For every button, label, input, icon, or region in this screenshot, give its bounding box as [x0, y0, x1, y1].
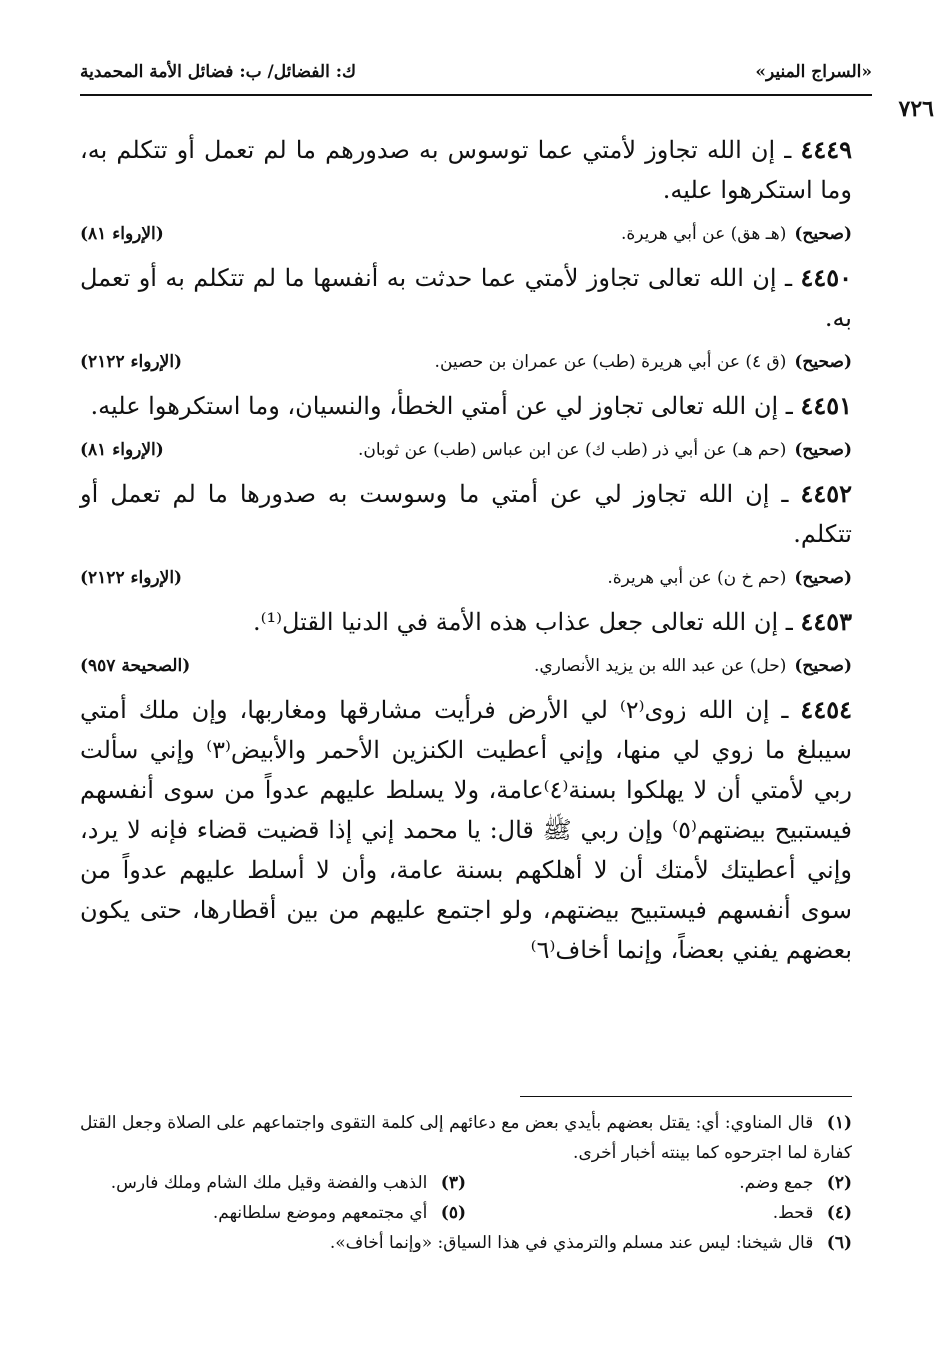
hadith-number: ٤٤٥٣ — [800, 607, 852, 636]
footnote-row — [80, 1168, 852, 1198]
source-line — [80, 224, 852, 244]
hadith-4451 — [80, 386, 852, 460]
reference: (الإرواء ٢١٢٢) — [80, 352, 183, 372]
grade: (صحيح) — [794, 440, 852, 460]
grade: (صحيح) — [794, 224, 852, 244]
footnote-marker: (١) — [826, 1113, 852, 1133]
footnote-text: جمع وضم. — [739, 1173, 814, 1193]
source: (حم هـ) عن أبي ذر (طب ك) عن ابن عباس (طب) عن ثوبان. — [357, 440, 787, 460]
running-header — [80, 58, 872, 98]
hadith-number: ٤٤٤٩ — [800, 135, 852, 164]
chapter-title: ك: الفضائل/ ب: فضائل الأمة المحمدية — [80, 62, 356, 82]
hadith-text: ـ إن الله تعالى تجاوز لأمتي عما حدثت به أنفسها ما لم تتكلم به أو تعمل به. — [80, 264, 852, 332]
hadith-body — [80, 130, 852, 970]
reference: (الإرواء ٨١) — [80, 224, 164, 244]
hadith-4450 — [80, 258, 852, 372]
footnote-2 — [466, 1168, 852, 1198]
hadith-text: ـ إن الله تعالى جعل عذاب هذه الأمة في الدنيا القتل⁽¹⁾. — [252, 608, 793, 636]
source: (ق ٤) عن أبي هريرة (طب) عن عمران بن حصين. — [434, 352, 787, 372]
source: (حل) عن عبد الله بن يزيد الأنصاري. — [533, 656, 787, 676]
hadith-number: ٤٤٥٤ — [800, 695, 852, 724]
footnote-3 — [80, 1168, 466, 1198]
footnote-rule — [520, 1096, 852, 1097]
hadith-number: ٤٤٥٠ — [800, 263, 852, 292]
source-line — [80, 352, 852, 372]
hadith-text: ـ إن الله زوى⁽٢⁾ لي الأرض فرأيت مشارقها ومغاربها، وإن ملك أمتي سيبلغ ما زوي لي منها، وإني أعطيت الكنزين الأحمر والأبيض⁽٣⁾ وإني سألت ربي لأمتي أن لا يهلكوا بسنة⁽٤⁾عامة، ولا يسلط عليهم عدواً من سوى أنفسهم فيستبيح بيضتهم⁽٥⁾ وإن ربي ﷺ قال: يا محمد إني إذا قضيت قضاء فإنه لا يرد، وإني أعطيتك لأمتك أن لا أهلكهم بسنة عامة، وأن لا أسلط عليهم عدواً من سوى أنفسهم فيستبيح بيضتهم، ولو اجتمع عليهم من بين أقطارها، حتى يكون بعضهم يفني بعضاً، وإنما أخاف⁽٦⁾ — [80, 696, 852, 964]
footnote-6 — [80, 1228, 852, 1258]
footnote-text: أي مجتمعهم وموضع سلطانهم. — [212, 1203, 428, 1223]
reference: (الإرواء ٨١) — [80, 440, 164, 460]
header-rule — [80, 94, 872, 96]
source: (هـ هق) عن أبي هريرة. — [620, 224, 787, 244]
footnote-marker: (٢) — [826, 1173, 852, 1193]
reference: (الصحيحة ٩٥٧) — [80, 656, 191, 676]
hadith-4452 — [80, 474, 852, 588]
footnote-text: الذهب والفضة وقيل ملك الشام وملك فارس. — [110, 1173, 428, 1193]
source-line — [80, 568, 852, 588]
footnote-4 — [466, 1198, 852, 1228]
hadith-number: ٤٤٥١ — [800, 391, 852, 420]
reference: (الإرواء ٢١٢٢) — [80, 568, 183, 588]
hadith-number: ٤٤٥٢ — [800, 479, 852, 508]
hadith-text: ـ إن الله تعالى تجاوز لي عن أمتي الخطأ، والنسيان، وما استكرهوا عليه. — [90, 392, 793, 420]
grade: (صحيح) — [794, 656, 852, 676]
footnote-marker: (٤) — [826, 1203, 852, 1223]
footnote-text: قال شيخنا: ليس عند مسلم والترمذي في هذا السياق: «وإنما أخاف». — [329, 1233, 814, 1253]
hadith-4449 — [80, 130, 852, 244]
book-title: «السراج المنير» — [755, 62, 872, 82]
grade: (صحيح) — [794, 352, 852, 372]
hadith-text: ـ إن الله تجاوز لأمتي عما توسوس به صدورهم ما لم تعمل أو تتكلم به، وما استكرهوا عليه. — [80, 136, 852, 204]
footnote-5 — [80, 1198, 466, 1228]
footnote-row — [80, 1198, 852, 1228]
source-line — [80, 440, 852, 460]
grade: (صحيح) — [794, 568, 852, 588]
page-number: ٧٢٦ — [898, 96, 934, 122]
footnote-marker: (٥) — [440, 1203, 466, 1223]
footnotes — [80, 1108, 852, 1258]
footnote-text: قال المناوي: أي: يقتل بعضهم بأيدي بعض مع دعائهم إلى كلمة التقوى واجتماعهم على الصلاة وجعل القتل كفارة لما اجترحوه كما بينته أخبار أخرى. — [80, 1113, 852, 1163]
footnote-1 — [80, 1108, 852, 1168]
hadith-4454 — [80, 690, 852, 970]
hadith-4453 — [80, 602, 852, 676]
footnote-marker: (٦) — [826, 1233, 852, 1253]
source-line — [80, 656, 852, 676]
footnote-marker: (٣) — [440, 1173, 466, 1193]
source: (حم خ ن) عن أبي هريرة. — [607, 568, 787, 588]
hadith-text: ـ إن الله تجاوز لي عن أمتي ما وسوست به صدورها ما لم تعمل أو تتكلم. — [80, 480, 852, 548]
footnote-text: قحط. — [772, 1203, 814, 1223]
